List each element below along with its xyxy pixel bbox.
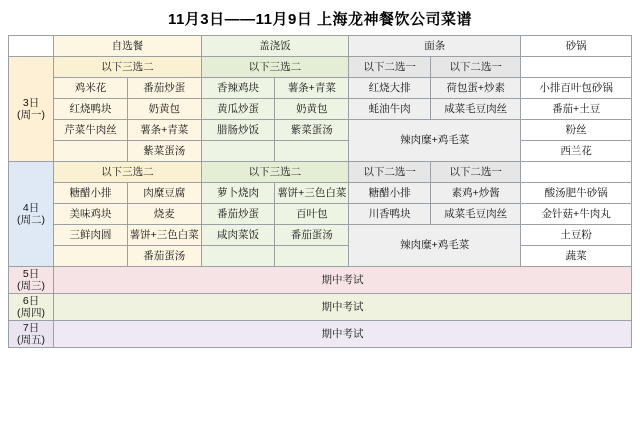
rule-noodle-right-monday: 以下二选一 xyxy=(431,57,521,78)
dish-cell: 芹菜牛肉丝 xyxy=(54,120,128,141)
dish-cell-noodle-merged: 辣肉糜+鸡毛菜 xyxy=(349,120,521,162)
table-row xyxy=(9,204,632,225)
dish-cell: 红烧鸭块 xyxy=(54,99,128,120)
dish-cell: 百叶包 xyxy=(275,204,349,225)
dish-cell: 糖醋小排 xyxy=(54,183,128,204)
dish-cell: 奶黄包 xyxy=(127,99,201,120)
table-row xyxy=(9,183,632,204)
day-date: 6日 xyxy=(22,295,40,308)
header-clay-pot: 砂锅 xyxy=(521,36,632,57)
dish-cell: 肉糜豆腐 xyxy=(127,183,201,204)
dish-cell: 萝卜烧肉 xyxy=(201,183,275,204)
day-weekday: (周五) xyxy=(17,334,46,347)
dish-cell: 糖醋小排 xyxy=(349,183,431,204)
table-row xyxy=(9,57,632,78)
day-weekday: (周三) xyxy=(17,280,46,293)
exam-note-wednesday: 期中考试 xyxy=(54,267,632,294)
dish-cell: 金针菇+牛肉丸 xyxy=(521,204,632,225)
dish-cell-empty xyxy=(275,246,349,267)
day-cell-wednesday xyxy=(9,267,54,294)
day-date: 4日 xyxy=(22,201,40,214)
pot-placeholder-monday xyxy=(521,57,632,78)
header-rice: 盖浇饭 xyxy=(201,36,349,57)
day-cell-monday xyxy=(9,57,54,162)
table-row xyxy=(9,162,632,183)
dish-cell: 咸肉菜饭 xyxy=(201,225,275,246)
dish-cell: 土豆粉 xyxy=(521,225,632,246)
dish-cell-empty xyxy=(201,246,275,267)
dish-cell: 咸菜毛豆肉丝 xyxy=(431,99,521,120)
table-row xyxy=(9,294,632,321)
day-cell-thursday xyxy=(9,294,54,321)
dish-cell-empty xyxy=(54,141,128,162)
day-cell-tuesday xyxy=(9,162,54,267)
dish-cell: 咸菜毛豆肉丝 xyxy=(431,204,521,225)
dish-cell: 香辣鸡块 xyxy=(201,78,275,99)
dish-cell: 蚝油牛肉 xyxy=(349,99,431,120)
dish-cell: 紫菜蛋汤 xyxy=(127,141,201,162)
dish-cell: 薯条+青菜 xyxy=(275,78,349,99)
dish-cell-empty xyxy=(275,141,349,162)
dish-cell: 番茄蛋汤 xyxy=(275,225,349,246)
rule-noodle-left-monday: 以下二选一 xyxy=(349,57,431,78)
dish-cell: 酸汤肥牛砂锅 xyxy=(521,183,632,204)
dish-cell: 烧麦 xyxy=(127,204,201,225)
dish-cell: 美味鸡块 xyxy=(54,204,128,225)
rule-noodle-right-tuesday: 以下二选一 xyxy=(431,162,521,183)
day-weekday: (周一) xyxy=(17,109,46,121)
day-cell-friday xyxy=(9,321,54,348)
day-weekday: (周二) xyxy=(17,214,46,226)
dish-cell: 番茄+土豆 xyxy=(521,99,632,120)
page-title: 11月3日——11月9日 上海龙神餐饮公司菜谱 xyxy=(167,11,473,28)
table-row xyxy=(9,246,632,267)
table-header-row xyxy=(9,36,632,57)
dish-cell: 腊肠炒饭 xyxy=(201,120,275,141)
dish-cell: 红烧大排 xyxy=(349,78,431,99)
dish-cell: 薯条+青菜 xyxy=(127,120,201,141)
exam-note-thursday: 期中考试 xyxy=(54,294,632,321)
header-self-service: 自选餐 xyxy=(54,36,202,57)
exam-note-friday: 期中考试 xyxy=(54,321,632,348)
pot-placeholder-tuesday xyxy=(521,162,632,183)
header-day xyxy=(9,36,54,57)
dish-cell: 荷包蛋+炒素 xyxy=(431,78,521,99)
dish-cell: 番茄蛋汤 xyxy=(127,246,201,267)
dish-cell-empty xyxy=(201,141,275,162)
dish-cell: 鸡米花 xyxy=(54,78,128,99)
dish-cell-empty xyxy=(54,246,128,267)
rule-rice-monday: 以下三选二 xyxy=(201,57,349,78)
day-date: 3日 xyxy=(22,96,40,109)
table-row xyxy=(9,225,632,246)
dish-cell: 川香鸭块 xyxy=(349,204,431,225)
table-row xyxy=(9,141,632,162)
dish-cell: 三鲜肉圆 xyxy=(54,225,128,246)
dish-cell: 素鸡+炒酱 xyxy=(431,183,521,204)
dish-cell: 紫菜蛋汤 xyxy=(275,120,349,141)
table-row xyxy=(9,267,632,294)
dish-cell: 小排百叶包砂锅 xyxy=(521,78,632,99)
dish-cell: 蔬菜 xyxy=(521,246,632,267)
dish-cell: 黄瓜炒蛋 xyxy=(201,99,275,120)
header-noodles: 面条 xyxy=(349,36,521,57)
rule-noodle-left-tuesday: 以下二选一 xyxy=(349,162,431,183)
day-date: 5日 xyxy=(22,268,40,280)
day-weekday: (周四) xyxy=(17,307,46,320)
dish-cell: 西兰花 xyxy=(521,141,632,162)
rule-self-monday: 以下三选二 xyxy=(54,57,202,78)
weekly-menu-table xyxy=(8,35,632,348)
table-row xyxy=(9,321,632,348)
day-date: 7日 xyxy=(22,322,40,335)
rule-self-tuesday: 以下三选二 xyxy=(54,162,202,183)
rule-rice-tuesday: 以下三选二 xyxy=(201,162,349,183)
dish-cell: 粉丝 xyxy=(521,120,632,141)
dish-cell: 薯饼+三色白菜 xyxy=(127,225,201,246)
dish-cell: 薯饼+三色白菜 xyxy=(275,183,349,204)
dish-cell-noodle-merged: 辣肉糜+鸡毛菜 xyxy=(349,225,521,267)
dish-cell: 奶黄包 xyxy=(275,99,349,120)
table-row xyxy=(9,78,632,99)
table-row xyxy=(9,99,632,120)
dish-cell: 番茄炒蛋 xyxy=(201,204,275,225)
dish-cell: 番茄炒蛋 xyxy=(127,78,201,99)
table-row xyxy=(9,120,632,141)
